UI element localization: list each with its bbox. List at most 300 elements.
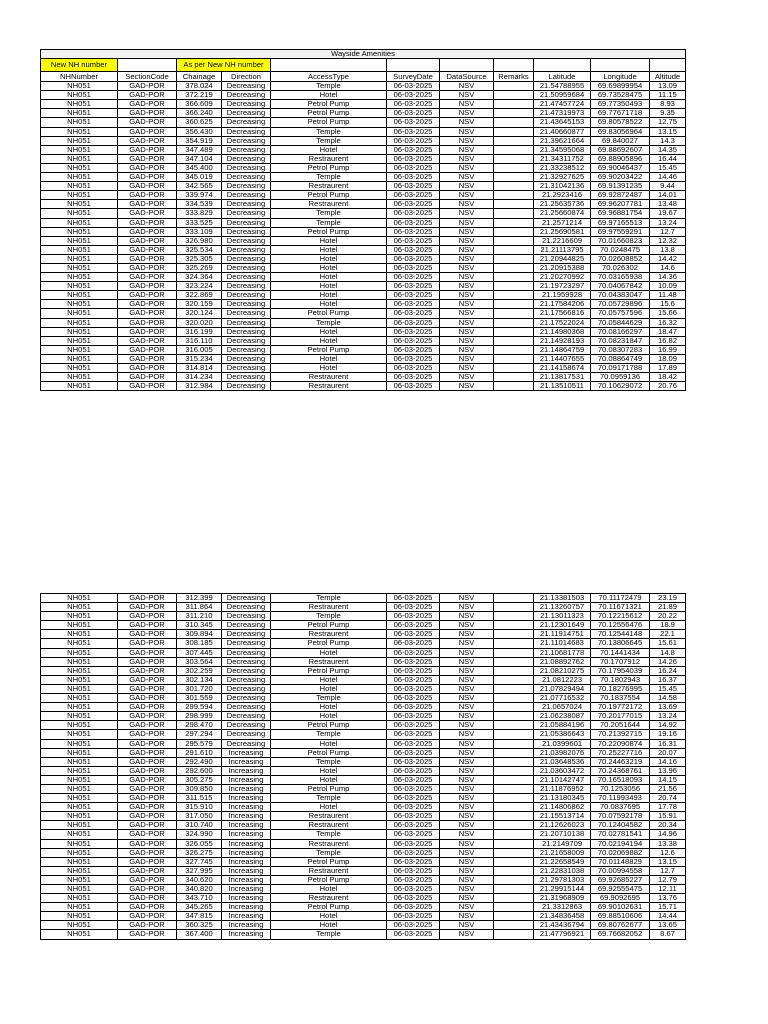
cell-latitude: 21.25660874 [534,209,591,218]
cell-direction: Increasing [222,903,271,912]
cell-remarks [494,757,534,766]
cell-longitude: 70.08231847 [591,336,650,345]
cell-chainage: 311.210 [177,612,222,621]
cell-longitude: 70.12404582 [591,821,650,830]
cell-chainage: 322.869 [177,291,222,300]
cell-survey-date: 06-03-2025 [387,100,440,109]
cell-chainage: 323.224 [177,282,222,291]
table-row [41,163,686,172]
cell-altitude: 9.35 [650,109,686,118]
cell-access-type: Hotel [271,684,387,693]
cell-data-source: NSV [440,318,494,327]
cell-nh-number: NH051 [41,775,118,784]
cell-survey-date: 06-03-2025 [387,812,440,821]
cell-section-code: GAD-POR [118,812,177,821]
cell-data-source: NSV [440,857,494,866]
cell-section-code: GAD-POR [118,803,177,812]
cell-direction: Increasing [222,921,271,930]
table-row [41,666,686,675]
cell-nh-number: NH051 [41,739,118,748]
cell-remarks [494,227,534,236]
cell-nh-number: NH051 [41,830,118,839]
cell-altitude: 12.7 [650,227,686,236]
cell-data-source: NSV [440,757,494,766]
cell-access-type: Temple [271,127,387,136]
cell-chainage: 315.910 [177,803,222,812]
cell-nh-number: NH051 [41,694,118,703]
cell-altitude: 16.99 [650,345,686,354]
cell-chainage: 302.134 [177,675,222,684]
cell-remarks [494,657,534,666]
cell-data-source: NSV [440,748,494,757]
cell-data-source: NSV [440,300,494,309]
cell-section-code: GAD-POR [118,757,177,766]
header-data-source: DataSource [440,72,494,82]
cell-chainage: 345.400 [177,163,222,172]
cell-nh-number: NH051 [41,291,118,300]
cell-latitude: 21.08892762 [534,657,591,666]
cell-nh-number: NH051 [41,127,118,136]
cell-chainage: 340.620 [177,875,222,884]
cell-section-code: GAD-POR [118,648,177,657]
cell-remarks [494,154,534,163]
cell-latitude: 21.0399601 [534,739,591,748]
cell-remarks [494,182,534,191]
cell-survey-date: 06-03-2025 [387,354,440,363]
cell-survey-date: 06-03-2025 [387,657,440,666]
cell-latitude: 21.2216609 [534,236,591,245]
cell-longitude: 69.91391235 [591,182,650,191]
cell-altitude: 22.1 [650,630,686,639]
header-survey-date: SurveyDate [387,72,440,82]
cell-direction: Decreasing [222,373,271,382]
cell-nh-number: NH051 [41,82,118,91]
cell-altitude: 13.76 [650,894,686,903]
cell-altitude: 19.16 [650,730,686,739]
cell-access-type: Restraurent [271,630,387,639]
cell-latitude: 21.13817531 [534,373,591,382]
table-row [41,921,686,930]
cell-nh-number: NH051 [41,173,118,182]
cell-altitude: 17.78 [650,803,686,812]
table-row [41,145,686,154]
cell-chainage: 297.294 [177,730,222,739]
cell-longitude: 70.08307283 [591,345,650,354]
cell-access-type: Hotel [271,803,387,812]
table-row [41,675,686,684]
cell-altitude: 16.82 [650,336,686,345]
cell-chainage: 312.399 [177,594,222,603]
cell-longitude: 69.77671718 [591,109,650,118]
cell-nh-number: NH051 [41,684,118,693]
table-row [41,245,686,254]
cell-remarks [494,857,534,866]
cell-survey-date: 06-03-2025 [387,382,440,391]
cell-chainage: 340.820 [177,885,222,894]
cell-chainage: 301.720 [177,684,222,693]
cell-data-source: NSV [440,227,494,236]
cell-access-type: Temple [271,136,387,145]
table-row [41,327,686,336]
cell-direction: Decreasing [222,603,271,612]
table-row [41,236,686,245]
cell-altitude: 17.89 [650,364,686,373]
cell-chainage: 314.234 [177,373,222,382]
cell-nh-number: NH051 [41,263,118,272]
cell-nh-number: NH051 [41,848,118,857]
cell-latitude: 21.2571214 [534,218,591,227]
cell-nh-number: NH051 [41,100,118,109]
table-row [41,227,686,236]
cell-latitude: 21.10681778 [534,648,591,657]
cell-altitude: 14.96 [650,830,686,839]
cell-direction: Increasing [222,830,271,839]
table-row [41,775,686,784]
cell-nh-number: NH051 [41,866,118,875]
cell-chainage: 308.185 [177,639,222,648]
cell-remarks [494,748,534,757]
cell-survey-date: 06-03-2025 [387,127,440,136]
cell-chainage: 347.489 [177,145,222,154]
cell-longitude: 70.11671321 [591,603,650,612]
cell-remarks [494,345,534,354]
cell-direction: Increasing [222,885,271,894]
table-row [41,100,686,109]
header-nh-number: NHNumber [41,72,118,82]
cell-remarks [494,91,534,100]
cell-remarks [494,364,534,373]
cell-nh-number: NH051 [41,109,118,118]
cell-latitude: 21.11876952 [534,784,591,793]
cell-direction: Decreasing [222,657,271,666]
table-row [41,154,686,163]
cell-remarks [494,300,534,309]
cell-longitude: 69.92555475 [591,885,650,894]
cell-altitude: 21.56 [650,784,686,793]
cell-data-source: NSV [440,885,494,894]
cell-longitude: 70.03165938 [591,273,650,282]
table-row [41,127,686,136]
cell-latitude: 21.13260757 [534,603,591,612]
cell-section-code: GAD-POR [118,794,177,803]
cell-direction: Decreasing [222,612,271,621]
cell-survey-date: 06-03-2025 [387,254,440,263]
cell-direction: Decreasing [222,82,271,91]
cell-altitude: 20.74 [650,794,686,803]
cell-direction: Decreasing [222,91,271,100]
new-nh-label: New NH number [41,59,118,72]
cell-survey-date: 06-03-2025 [387,91,440,100]
cell-latitude: 21.17522024 [534,318,591,327]
cell-altitude: 15.66 [650,309,686,318]
cell-section-code: GAD-POR [118,136,177,145]
cell-remarks [494,775,534,784]
cell-survey-date: 06-03-2025 [387,912,440,921]
cell-survey-date: 06-03-2025 [387,648,440,657]
table-row [41,118,686,127]
cell-survey-date: 06-03-2025 [387,721,440,730]
cell-altitude: 20.76 [650,382,686,391]
cell-remarks [494,100,534,109]
cell-survey-date: 06-03-2025 [387,594,440,603]
cell-nh-number: NH051 [41,594,118,603]
header-remarks: Remarks [494,72,534,82]
table-row [41,839,686,848]
cell-longitude: 70.04067842 [591,282,650,291]
cell-direction: Decreasing [222,100,271,109]
cell-data-source: NSV [440,821,494,830]
cell-direction: Decreasing [222,684,271,693]
cell-data-source: NSV [440,109,494,118]
cell-longitude: 70.12215612 [591,612,650,621]
cell-remarks [494,218,534,227]
cell-altitude: 18.42 [650,373,686,382]
cell-latitude: 21.31042136 [534,182,591,191]
cell-survey-date: 06-03-2025 [387,603,440,612]
table-row [41,803,686,812]
table-row [41,254,686,263]
cell-survey-date: 06-03-2025 [387,630,440,639]
cell-section-code: GAD-POR [118,766,177,775]
cell-access-type: Hotel [271,675,387,684]
cell-altitude: 12.11 [650,885,686,894]
header-latitude: Latitude [534,72,591,82]
table-row [41,721,686,730]
cell-latitude: 21.14806862 [534,803,591,812]
cell-latitude: 21.07829494 [534,684,591,693]
cell-direction: Decreasing [222,118,271,127]
cell-altitude: 16.32 [650,318,686,327]
cell-survey-date: 06-03-2025 [387,894,440,903]
cell-direction: Decreasing [222,154,271,163]
cell-section-code: GAD-POR [118,830,177,839]
cell-section-code: GAD-POR [118,848,177,857]
table-row [41,82,686,91]
cell-nh-number: NH051 [41,875,118,884]
cell-access-type: Temple [271,594,387,603]
cell-data-source: NSV [440,91,494,100]
table-row [41,621,686,630]
cell-direction: Decreasing [222,245,271,254]
cell-chainage: 326.275 [177,848,222,857]
cell-data-source: NSV [440,154,494,163]
cell-remarks [494,373,534,382]
cell-access-type: Temple [271,209,387,218]
cell-nh-number: NH051 [41,857,118,866]
cell-longitude: 70.1441434 [591,648,650,657]
cell-nh-number: NH051 [41,136,118,145]
cell-chainage: 356.430 [177,127,222,136]
cell-survey-date: 06-03-2025 [387,848,440,857]
cell-direction: Increasing [222,784,271,793]
header-section-code: SectionCode [118,72,177,82]
cell-data-source: NSV [440,282,494,291]
cell-survey-date: 06-03-2025 [387,712,440,721]
cell-altitude: 16.44 [650,154,686,163]
cell-remarks [494,912,534,921]
cell-nh-number: NH051 [41,712,118,721]
cell-remarks [494,630,534,639]
cell-section-code: GAD-POR [118,291,177,300]
cell-latitude: 21.20944825 [534,254,591,263]
cell-longitude: 69.840027 [591,136,650,145]
cell-remarks [494,612,534,621]
header-longitude: Longitude [591,72,650,82]
cell-access-type: Temple [271,173,387,182]
cell-longitude: 70.0248475 [591,245,650,254]
cell-altitude: 12.6 [650,848,686,857]
table-row [41,885,686,894]
cell-chainage: 316.005 [177,345,222,354]
table-row [41,354,686,363]
cell-access-type: Petrol Pump [271,666,387,675]
cell-longitude: 70.17954039 [591,666,650,675]
cell-longitude: 70.11172479 [591,594,650,603]
cell-survey-date: 06-03-2025 [387,830,440,839]
cell-altitude: 13.15 [650,127,686,136]
cell-longitude: 69.77350493 [591,100,650,109]
cell-access-type: Temple [271,794,387,803]
cell-data-source: NSV [440,703,494,712]
cell-latitude: 21.3312863 [534,903,591,912]
cell-altitude: 13.69 [650,703,686,712]
cell-survey-date: 06-03-2025 [387,821,440,830]
cell-section-code: GAD-POR [118,154,177,163]
header-chainage: Chainage [177,72,222,82]
cell-longitude: 70.19772172 [591,703,650,712]
cell-access-type: Hotel [271,364,387,373]
cell-altitude: 15.71 [650,903,686,912]
cell-longitude: 69.83056964 [591,127,650,136]
cell-survey-date: 06-03-2025 [387,200,440,209]
cell-nh-number: NH051 [41,657,118,666]
cell-nh-number: NH051 [41,757,118,766]
cell-chainage: 343.710 [177,894,222,903]
cell-longitude: 69.88692607 [591,145,650,154]
cell-section-code: GAD-POR [118,82,177,91]
cell-access-type: Hotel [271,300,387,309]
cell-altitude: 19.67 [650,209,686,218]
cell-section-code: GAD-POR [118,236,177,245]
cell-survey-date: 06-03-2025 [387,309,440,318]
cell-chainage: 311.864 [177,603,222,612]
cell-data-source: NSV [440,136,494,145]
cell-data-source: NSV [440,354,494,363]
table-row [41,182,686,191]
cell-longitude: 70.01660823 [591,236,650,245]
cell-data-source: NSV [440,245,494,254]
cell-latitude: 21.33238512 [534,163,591,172]
cell-altitude: 14.26 [650,657,686,666]
cell-longitude: 70.13806645 [591,639,650,648]
cell-altitude: 13.65 [650,921,686,930]
cell-remarks [494,136,534,145]
cell-chainage: 345.019 [177,173,222,182]
table-row [41,273,686,282]
cell-nh-number: NH051 [41,364,118,373]
cell-nh-number: NH051 [41,639,118,648]
cell-chainage: 309.894 [177,630,222,639]
cell-access-type: Petrol Pump [271,639,387,648]
cell-access-type: Hotel [271,273,387,282]
table-row [41,218,686,227]
cell-survey-date: 06-03-2025 [387,703,440,712]
table-row [41,136,686,145]
cell-latitude: 21.39621664 [534,136,591,145]
cell-direction: Decreasing [222,309,271,318]
cell-longitude: 70.00994558 [591,866,650,875]
cell-data-source: NSV [440,848,494,857]
cell-survey-date: 06-03-2025 [387,318,440,327]
cell-data-source: NSV [440,309,494,318]
cell-altitude: 14.46 [650,173,686,182]
cell-survey-date: 06-03-2025 [387,903,440,912]
cell-altitude: 13.09 [650,82,686,91]
cell-chainage: 367.400 [177,930,222,939]
cell-section-code: GAD-POR [118,657,177,666]
cell-survey-date: 06-03-2025 [387,730,440,739]
cell-data-source: NSV [440,639,494,648]
cell-data-source: NSV [440,603,494,612]
cell-data-source: NSV [440,630,494,639]
cell-access-type: Temple [271,612,387,621]
cell-direction: Increasing [222,803,271,812]
cell-data-source: NSV [440,775,494,784]
cell-chainage: 325.534 [177,245,222,254]
cell-remarks [494,675,534,684]
cell-section-code: GAD-POR [118,373,177,382]
cell-survey-date: 06-03-2025 [387,236,440,245]
cell-section-code: GAD-POR [118,273,177,282]
cell-remarks [494,621,534,630]
cell-direction: Decreasing [222,182,271,191]
cell-remarks [494,875,534,884]
cell-access-type: Restraurent [271,182,387,191]
cell-access-type: Petrol Pump [271,857,387,866]
cell-remarks [494,236,534,245]
cell-longitude: 70.07592178 [591,812,650,821]
cell-data-source: NSV [440,200,494,209]
cell-nh-number: NH051 [41,154,118,163]
header-access-type: AccessType [271,72,387,82]
cell-remarks [494,263,534,272]
cell-longitude: 70.01148829 [591,857,650,866]
cell-nh-number: NH051 [41,191,118,200]
cell-altitude: 13.38 [650,839,686,848]
cell-longitude: 70.026302 [591,263,650,272]
cell-remarks [494,739,534,748]
cell-latitude: 21.17584206 [534,300,591,309]
cell-direction: Increasing [222,757,271,766]
cell-latitude: 21.19723297 [534,282,591,291]
cell-latitude: 21.29781303 [534,875,591,884]
cell-access-type: Hotel [271,236,387,245]
cell-chainage: 320.020 [177,318,222,327]
cell-data-source: NSV [440,894,494,903]
cell-survey-date: 06-03-2025 [387,245,440,254]
cell-data-source: NSV [440,209,494,218]
cell-latitude: 21.03603472 [534,766,591,775]
cell-survey-date: 06-03-2025 [387,82,440,91]
cell-data-source: NSV [440,263,494,272]
cell-chainage: 327.995 [177,866,222,875]
cell-latitude: 21.54788955 [534,82,591,91]
cell-longitude: 69.97559291 [591,227,650,236]
cell-chainage: 378.024 [177,82,222,91]
cell-nh-number: NH051 [41,118,118,127]
header-altitude: Altitude [650,72,686,82]
cell-section-code: GAD-POR [118,639,177,648]
